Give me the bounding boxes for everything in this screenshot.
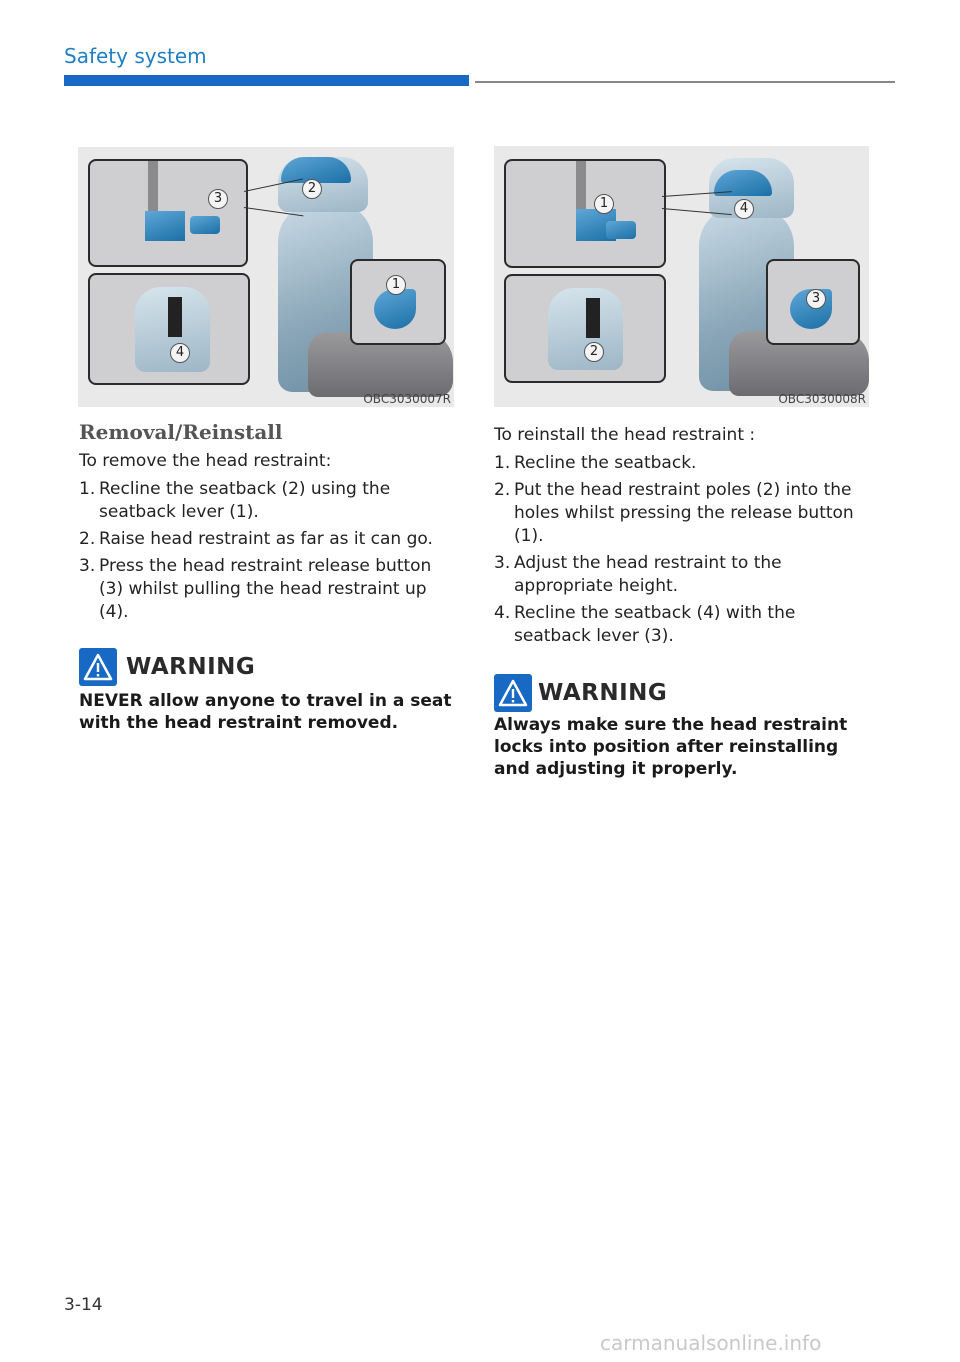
callout-2: 2 xyxy=(584,342,604,362)
release-button-shape xyxy=(145,211,185,241)
callout-4: 4 xyxy=(734,199,754,219)
callout-4: 4 xyxy=(170,343,190,363)
removal-steps xyxy=(79,478,459,628)
inset-release-button xyxy=(88,159,248,267)
warning-text: Always make sure the head restraint locks into position after reinstalling and adjusting it properly. xyxy=(494,715,848,779)
lever-arrow-icon xyxy=(374,289,416,329)
up-arrow-icon xyxy=(168,297,182,337)
header-accent-bar xyxy=(64,75,469,86)
list-item: 4. Recline the seatback (4) with the seatback lever (3). xyxy=(494,603,796,646)
callout-3: 3 xyxy=(806,289,826,309)
list-item: 3. Press the head restraint release button (3) whilst pulling the head restraint up (4). xyxy=(79,556,432,622)
push-arrow-icon xyxy=(190,216,220,234)
callout-1: 1 xyxy=(386,275,406,295)
list-item: 1. Recline the seatback. xyxy=(494,453,697,473)
removal-illustration xyxy=(78,147,454,407)
reinstall-intro: To reinstall the head restraint : xyxy=(494,425,756,445)
inset-seatback-lever xyxy=(350,259,446,345)
callout-1: 1 xyxy=(594,194,614,214)
watermark: carmanualsonline.info xyxy=(600,1331,822,1355)
list-item: 2. Raise head restraint as far as it can go. xyxy=(79,529,433,549)
inset-raise-restraint xyxy=(88,273,250,385)
removal-intro: To remove the head restraint: xyxy=(79,451,332,471)
reinstall-steps xyxy=(494,452,874,652)
callout-3: 3 xyxy=(208,189,228,209)
subheading: Removal/Reinstall xyxy=(79,420,283,444)
figure-code: OBC3030008R xyxy=(778,392,866,406)
warning-icon xyxy=(494,674,532,712)
list-item: 3. Adjust the head restraint to the appropriate height. xyxy=(494,553,782,596)
push-arrow-icon xyxy=(606,221,636,239)
warning-text: NEVER allow anyone to travel in a seat with the head restraint removed. xyxy=(79,691,452,733)
inset-lower-restraint xyxy=(504,274,666,383)
reinstall-illustration xyxy=(494,146,869,407)
list-item: 1. Recline the seatback (2) using the seatback lever (1). xyxy=(79,479,391,522)
callout-2: 2 xyxy=(302,179,322,199)
warning-icon xyxy=(79,648,117,686)
page-number: 3-14 xyxy=(64,1295,103,1315)
down-arrow-icon xyxy=(586,298,600,338)
list-item: 2. Put the head restraint poles (2) into the holes whilst pressing the release button (1). xyxy=(494,480,854,546)
header-rule xyxy=(475,81,895,83)
figure-code: OBC3030007R xyxy=(363,392,451,406)
inset-release-button xyxy=(504,159,666,268)
warning-title: WARNING xyxy=(126,654,256,680)
warning-title: WARNING xyxy=(538,680,668,706)
section-title: Safety system xyxy=(64,44,207,68)
